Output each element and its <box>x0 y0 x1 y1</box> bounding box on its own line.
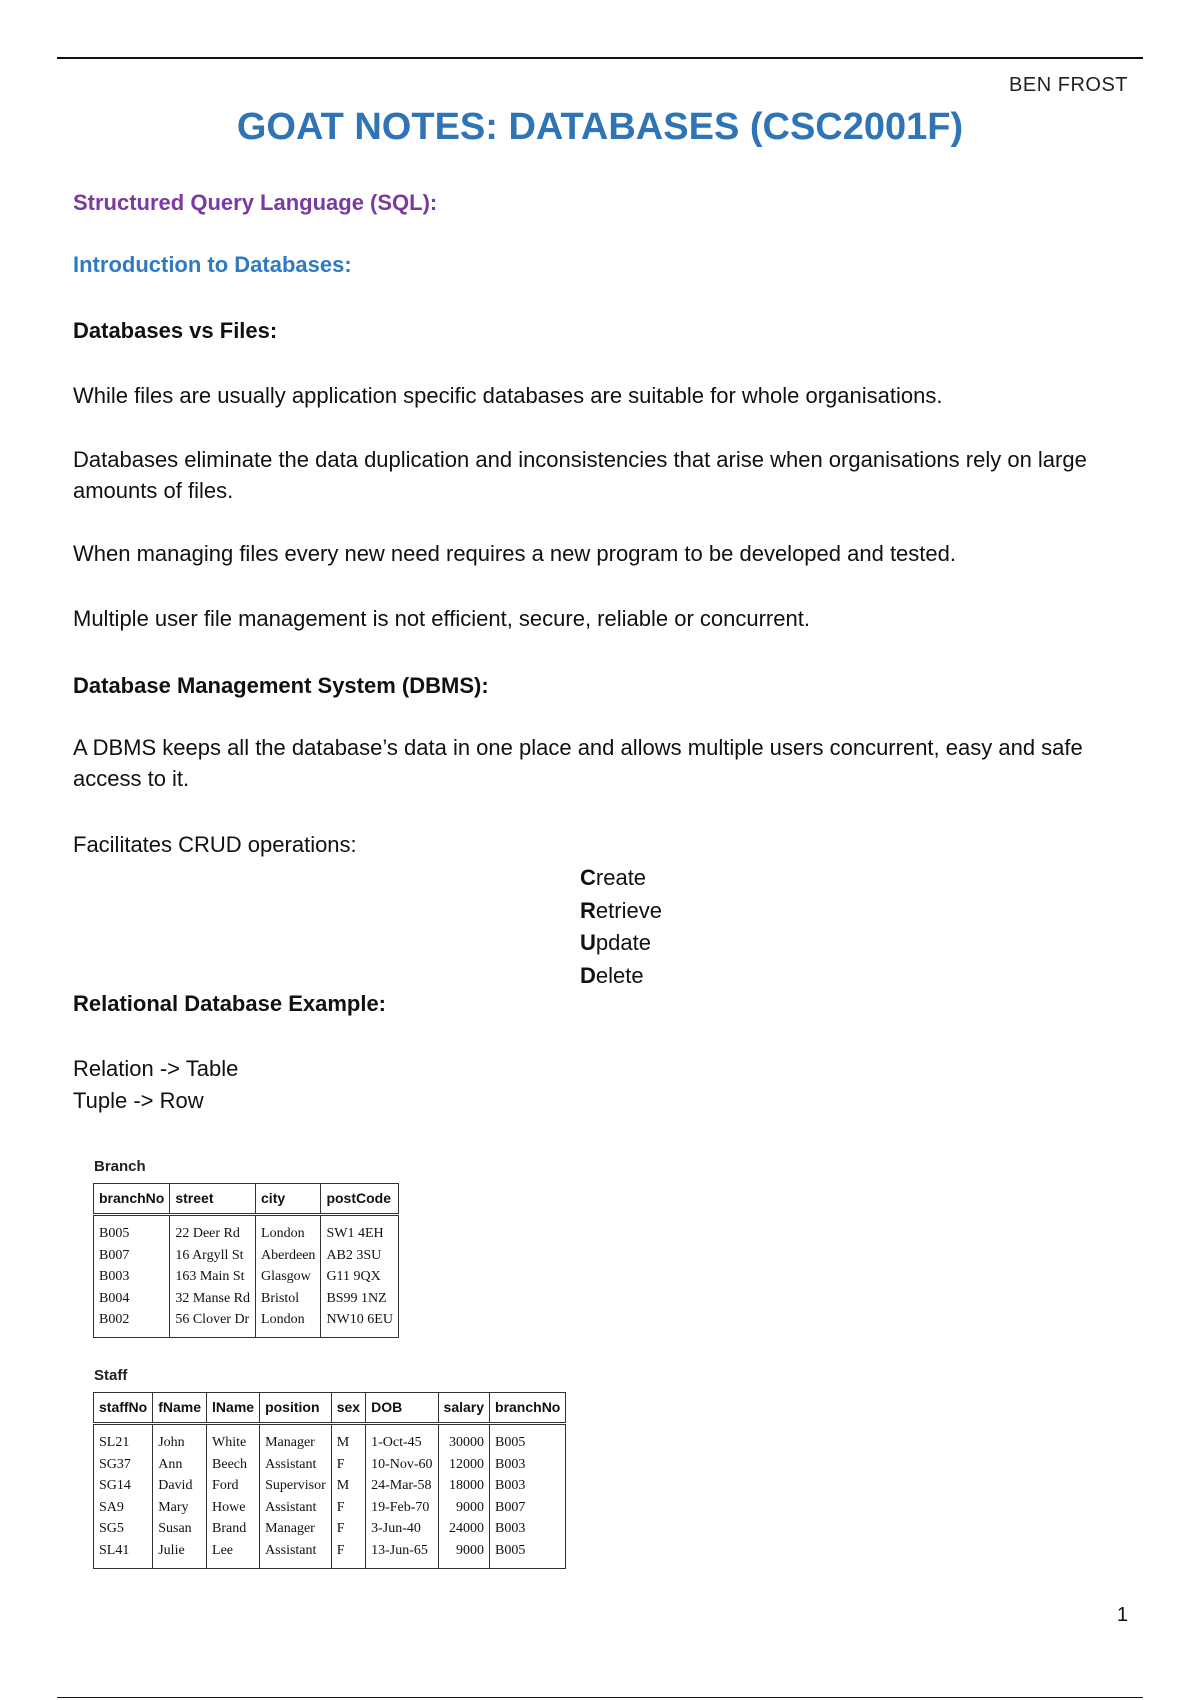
table-cell: Lee <box>207 1540 260 1568</box>
bottom-rule <box>57 1697 1143 1698</box>
column-header: street <box>170 1184 256 1215</box>
table-cell: G11 9QX <box>321 1266 399 1288</box>
table-cell: B003 <box>490 1518 566 1540</box>
crud-item-update: Update <box>580 930 651 955</box>
table-cell: Manager <box>260 1518 332 1540</box>
table-cell: London <box>256 1309 321 1337</box>
table-cell: White <box>207 1424 260 1454</box>
staff-table-label: Staff <box>94 1367 128 1384</box>
table-cell: David <box>153 1475 207 1497</box>
paragraph-multiple-user: Multiple user file management is not efficient, secure, reliable or concurrent. <box>73 606 810 631</box>
table-cell: 32 Manse Rd <box>170 1288 256 1310</box>
column-header: city <box>256 1184 321 1215</box>
table-cell: NW10 6EU <box>321 1309 399 1337</box>
table-row <box>94 1518 566 1540</box>
table-cell: B005 <box>94 1215 170 1245</box>
crud-item-retrieve: Retrieve <box>580 897 662 923</box>
table-cell: Brand <box>207 1518 260 1540</box>
table-row <box>94 1424 566 1454</box>
table-cell: 16 Argyll St <box>170 1245 256 1267</box>
table-row <box>94 1497 566 1519</box>
mapping-relation-table: Relation -> Table <box>73 1056 239 1081</box>
table-cell: 13-Jun-65 <box>366 1540 438 1568</box>
table-cell: SL41 <box>94 1540 153 1568</box>
table-cell: M <box>331 1424 365 1454</box>
table-cell: Ford <box>207 1475 260 1497</box>
crud-item-delete: Delete <box>580 962 644 988</box>
table-cell: 24000 <box>438 1518 489 1540</box>
heading-dbms: Database Management System (DBMS): <box>73 673 489 698</box>
paragraph-new-program: When managing files every new need requires a new program to be developed and tested. <box>73 541 956 566</box>
branch-table-label: Branch <box>94 1158 146 1175</box>
table-cell: Howe <box>207 1497 260 1519</box>
table-cell: SA9 <box>94 1497 153 1519</box>
table-cell: B003 <box>94 1266 170 1288</box>
paragraph-files-vs-databases: While files are usually application specific databases are suitable for whole organisations. <box>73 383 943 408</box>
table-cell: Manager <box>260 1424 332 1454</box>
column-header: position <box>260 1393 332 1424</box>
table-cell: London <box>256 1215 321 1245</box>
top-rule <box>57 57 1143 59</box>
column-header: sex <box>331 1393 365 1424</box>
table-row <box>94 1266 399 1288</box>
table-cell: SW1 4EH <box>321 1215 399 1245</box>
crud-item-create: Create <box>580 865 647 890</box>
page-title: GOAT NOTES: DATABASES (CSC2001F) <box>236 106 964 148</box>
table-row <box>94 1245 399 1267</box>
table-cell: 9000 <box>438 1540 489 1568</box>
table-cell: SG37 <box>94 1454 153 1476</box>
table-cell: 30000 <box>438 1424 489 1454</box>
table-cell: SG14 <box>94 1475 153 1497</box>
paragraph-dbms: A DBMS keeps all the database’s data in one place and allows multiple users concurrent, easy and safe access to it. <box>73 735 1083 791</box>
table-row <box>94 1475 566 1497</box>
table-cell: BS99 1NZ <box>321 1288 399 1310</box>
heading-databases-vs-files: Databases vs Files: <box>73 318 278 343</box>
table-cell: Aberdeen <box>256 1245 321 1267</box>
table-cell: Julie <box>153 1540 207 1568</box>
table-cell: 3-Jun-40 <box>366 1518 438 1540</box>
table-cell: Assistant <box>260 1540 332 1568</box>
mapping-tuple-row: Tuple -> Row <box>73 1088 204 1113</box>
table-cell: 56 Clover Dr <box>170 1309 256 1337</box>
table-header-row <box>94 1184 399 1215</box>
crud-list <box>580 862 662 992</box>
staff-table <box>93 1392 566 1569</box>
table-cell: Beech <box>207 1454 260 1476</box>
table-cell: John <box>153 1424 207 1454</box>
table-row <box>94 1215 399 1245</box>
table-row <box>94 1540 566 1568</box>
table-cell: 163 Main St <box>170 1266 256 1288</box>
table-cell: B007 <box>490 1497 566 1519</box>
table-row <box>94 1288 399 1310</box>
paragraph-data-duplication: Databases eliminate the data duplication and inconsistencies that arise when organisations rely on large amounts of files. <box>73 447 1087 503</box>
table-cell: AB2 3SU <box>321 1245 399 1267</box>
author-name: BEN FROST <box>1009 74 1128 96</box>
table-cell: 22 Deer Rd <box>170 1215 256 1245</box>
table-cell: M <box>331 1475 365 1497</box>
section-heading-sql: Structured Query Language (SQL): <box>73 190 438 215</box>
table-cell: Bristol <box>256 1288 321 1310</box>
table-row <box>94 1454 566 1476</box>
table-cell: F <box>331 1497 365 1519</box>
table-cell: Ann <box>153 1454 207 1476</box>
table-cell: B005 <box>490 1540 566 1568</box>
table-cell: 24-Mar-58 <box>366 1475 438 1497</box>
table-cell: Glasgow <box>256 1266 321 1288</box>
column-header: postCode <box>321 1184 399 1215</box>
table-cell: 10-Nov-60 <box>366 1454 438 1476</box>
column-header: staffNo <box>94 1393 153 1424</box>
table-row <box>94 1309 399 1337</box>
column-header: salary <box>438 1393 489 1424</box>
column-header: branchNo <box>94 1184 170 1215</box>
table-cell: Assistant <box>260 1454 332 1476</box>
table-cell: B007 <box>94 1245 170 1267</box>
column-header: DOB <box>366 1393 438 1424</box>
table-cell: SG5 <box>94 1518 153 1540</box>
table-cell: F <box>331 1454 365 1476</box>
column-header: fName <box>153 1393 207 1424</box>
table-cell: Assistant <box>260 1497 332 1519</box>
table-cell: 1-Oct-45 <box>366 1424 438 1454</box>
table-cell: 9000 <box>438 1497 489 1519</box>
table-cell: Supervisor <box>260 1475 332 1497</box>
table-cell: F <box>331 1518 365 1540</box>
table-cell: Susan <box>153 1518 207 1540</box>
table-cell: B004 <box>94 1288 170 1310</box>
heading-relational-example: Relational Database Example: <box>73 991 387 1016</box>
column-header: lName <box>207 1393 260 1424</box>
table-cell: Mary <box>153 1497 207 1519</box>
table-header-row <box>94 1393 566 1424</box>
table-cell: B003 <box>490 1475 566 1497</box>
table-cell: 19-Feb-70 <box>366 1497 438 1519</box>
column-header: branchNo <box>490 1393 566 1424</box>
table-cell: B002 <box>94 1309 170 1337</box>
table-cell: 18000 <box>438 1475 489 1497</box>
table-cell: SL21 <box>94 1424 153 1454</box>
table-cell: 12000 <box>438 1454 489 1476</box>
table-cell: F <box>331 1540 365 1568</box>
branch-table <box>93 1183 399 1338</box>
crud-intro: Facilitates CRUD operations: <box>73 832 357 857</box>
page-number: 1 <box>1116 1604 1128 1626</box>
table-cell: B005 <box>490 1424 566 1454</box>
subsection-heading-intro: Introduction to Databases: <box>73 252 352 277</box>
table-cell: B003 <box>490 1454 566 1476</box>
